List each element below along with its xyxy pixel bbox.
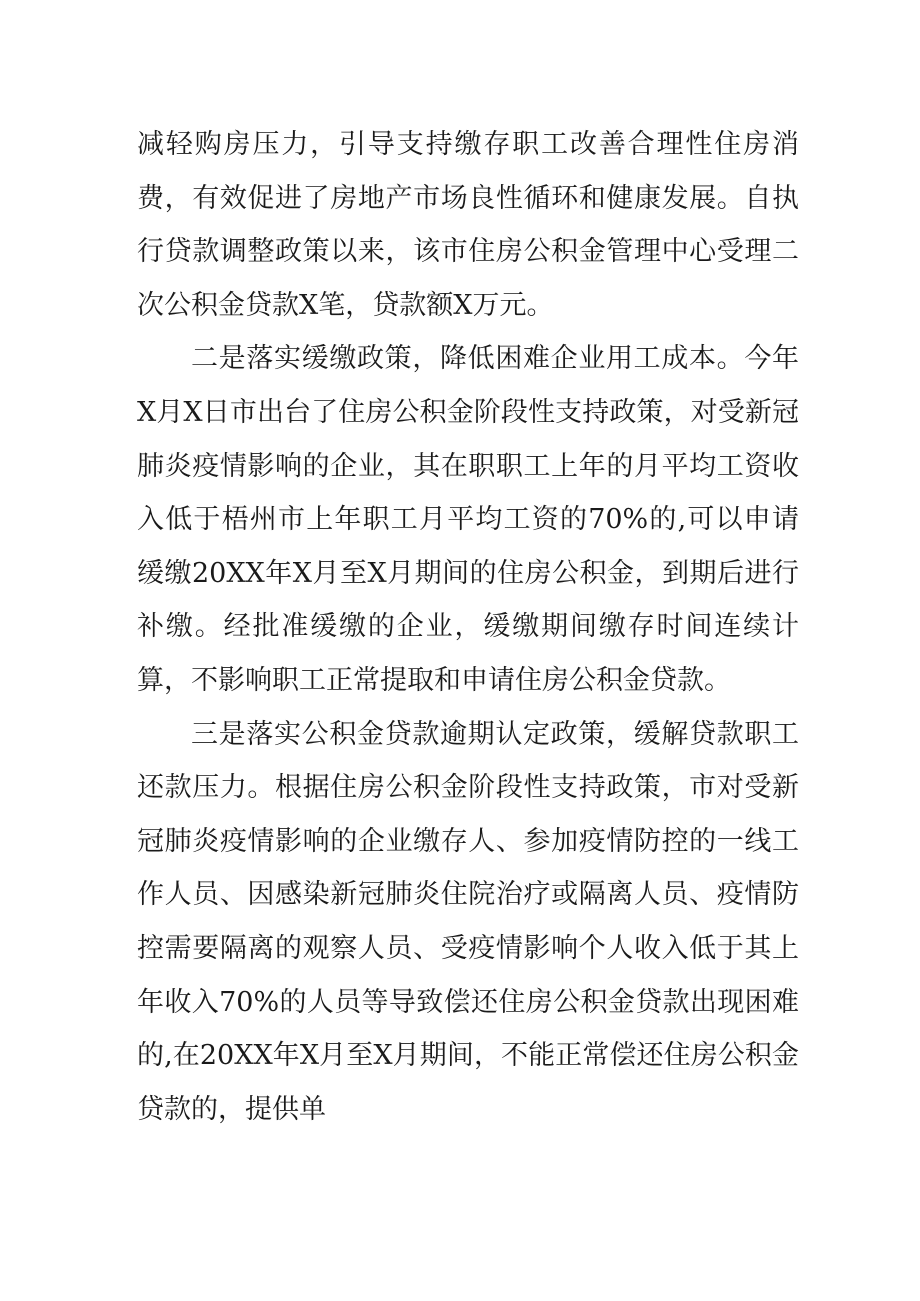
paragraph-deferral-policy: 二是落实缓缴政策，降低困难企业用工成本。今年X月X日市出台了住房公积金阶段性支持政策，对受新冠肺炎疫情影响的企业，其在职职工上年的月平均工资收入低于梧州市上年职工月平均工资的70%的,可以申请缓缴20XX年X月至X月期间的住房公积金，到期后进行补缴。经批准缓缴的企业，缓缴期间缴存时间连续计算，不影响职工正常提取和申请住房公积金贷款。 [137, 343, 799, 696]
body-text [137, 118, 799, 1136]
paragraph-overdue-policy: 三是落实公积金贷款逾期认定政策，缓解贷款职工还款压力。根据住房公积金阶段性支持政策，市对受新冠肺炎疫情影响的企业缴存人、参加疫情防控的一线工作人员、因感染新冠肺炎住院治疗或隔离人员、疫情防控需要隔离的观察人员、受疫情影响个人收入低于其上年收入70%的人员等导致偿还住房公积金贷款出现困难的,在20XX年X月至X月期间，不能正常偿还住房公积金贷款的，提供单 [137, 718, 799, 1125]
paragraph-continuation: 减轻购房压力，引导支持缴存职工改善合理性住房消费，有效促进了房地产市场良性循环和健康发展。自执行贷款调整政策以来，该市住房公积金管理中心受理二次公积金贷款X笔，贷款额X万元。 [137, 129, 799, 321]
